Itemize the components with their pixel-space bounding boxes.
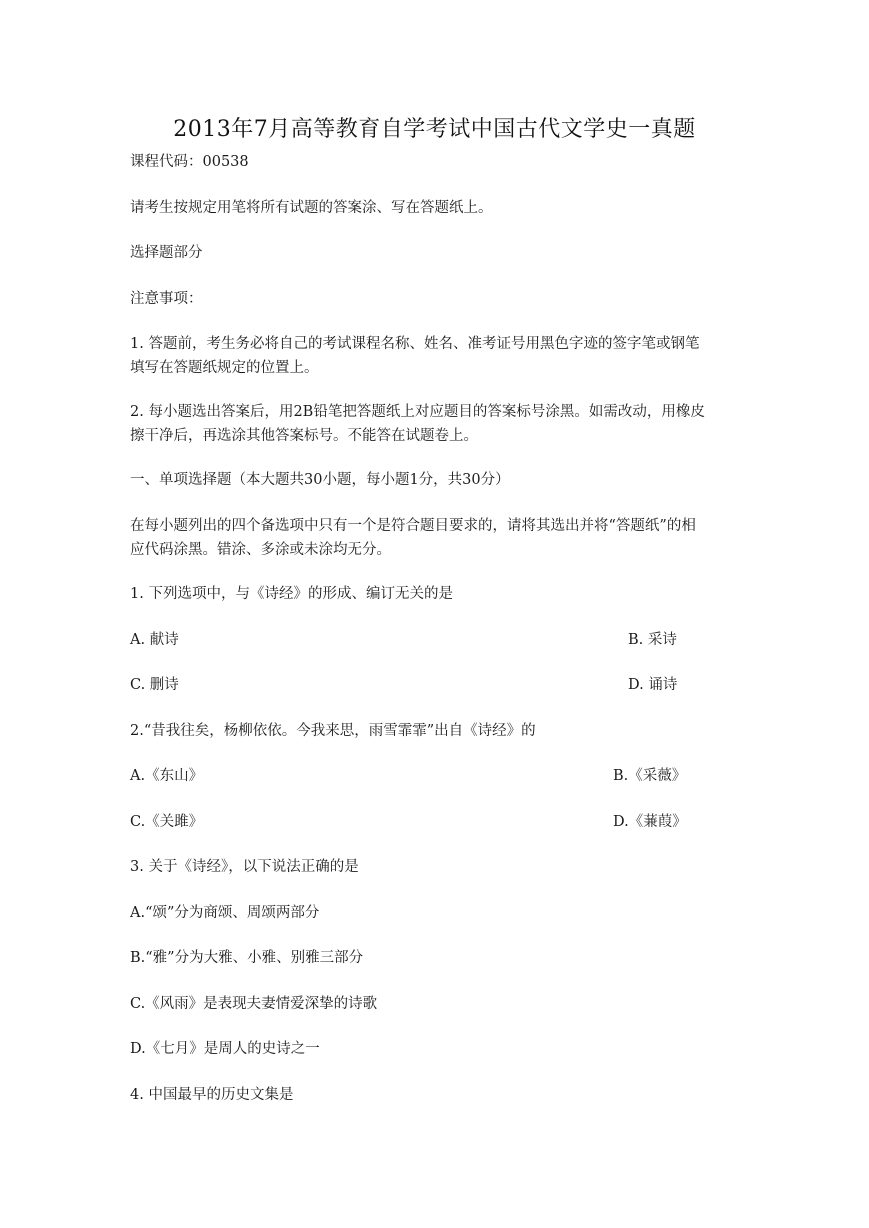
page-title: 2013年7月高等教育自学考试中国古代文学史一真题: [173, 117, 696, 142]
question-option: B. 采诗: [628, 632, 677, 648]
notice-1-line-2: 填写在答题纸规定的位置上。: [130, 360, 319, 376]
question-option: C.《风雨》是表现夫妻情爱深挚的诗歌: [130, 996, 378, 1012]
instruction: 请考生按规定用笔将所有试题的答案涂、写在答题纸上。: [130, 200, 493, 216]
question-option: D. 诵诗: [628, 677, 678, 693]
question-option: B.“雅”分为大雅、小雅、别雅三部分: [130, 950, 364, 966]
question-option: C. 删诗: [130, 677, 179, 693]
question-stem: 1. 下列选项中，与《诗经》的形成、编订无关的是: [130, 586, 453, 602]
question-option: D.《七月》是周人的史诗之一: [130, 1041, 320, 1057]
question-stem: 2.“昔我往矣，杨柳依依。今我来思，雨雪霏霏”出自《诗经》的: [130, 723, 536, 739]
question-option: A. 献诗: [130, 632, 179, 648]
part-one-desc-line-1: 在每小题列出的四个备选项中只有一个是符合题目要求的，请将其选出并将“答题纸”的相: [130, 518, 696, 534]
question-option: B.《采薇》: [613, 768, 687, 784]
notice-2-line-1: 2. 每小题选出答案后，用2B铅笔把答题纸上对应题目的答案标号涂黑。如需改动，用橡皮: [130, 404, 705, 420]
notice-2-line-2: 擦干净后，再选涂其他答案标号。不能答在试题卷上。: [130, 428, 478, 444]
notice-1-line-1: 1. 答题前，考生务必将自己的考试课程名称、姓名、准考证号用黑色字迹的签字笔或钢笔: [130, 336, 700, 352]
course-code: 课程代码：00538: [130, 154, 249, 170]
question-stem: 3. 关于《诗经》，以下说法正确的是: [130, 859, 359, 875]
question-option: C.《关雎》: [130, 814, 204, 830]
question-stem: 4. 中国最早的历史文集是: [130, 1087, 294, 1103]
question-option: D.《蒹葭》: [613, 814, 687, 830]
notice-heading: 注意事项：: [130, 291, 203, 307]
question-option: A.《东山》: [130, 768, 204, 784]
question-option: A.“颂”分为商颂、周颂两部分: [130, 905, 320, 921]
part-one-desc-line-2: 应代码涂黑。错涂、多涂或未涂均无分。: [130, 542, 391, 558]
part-one-heading: 一、单项选择题（本大题共30小题，每小题1分，共30分）: [130, 472, 510, 488]
section-heading-choice: 选择题部分: [130, 245, 203, 261]
